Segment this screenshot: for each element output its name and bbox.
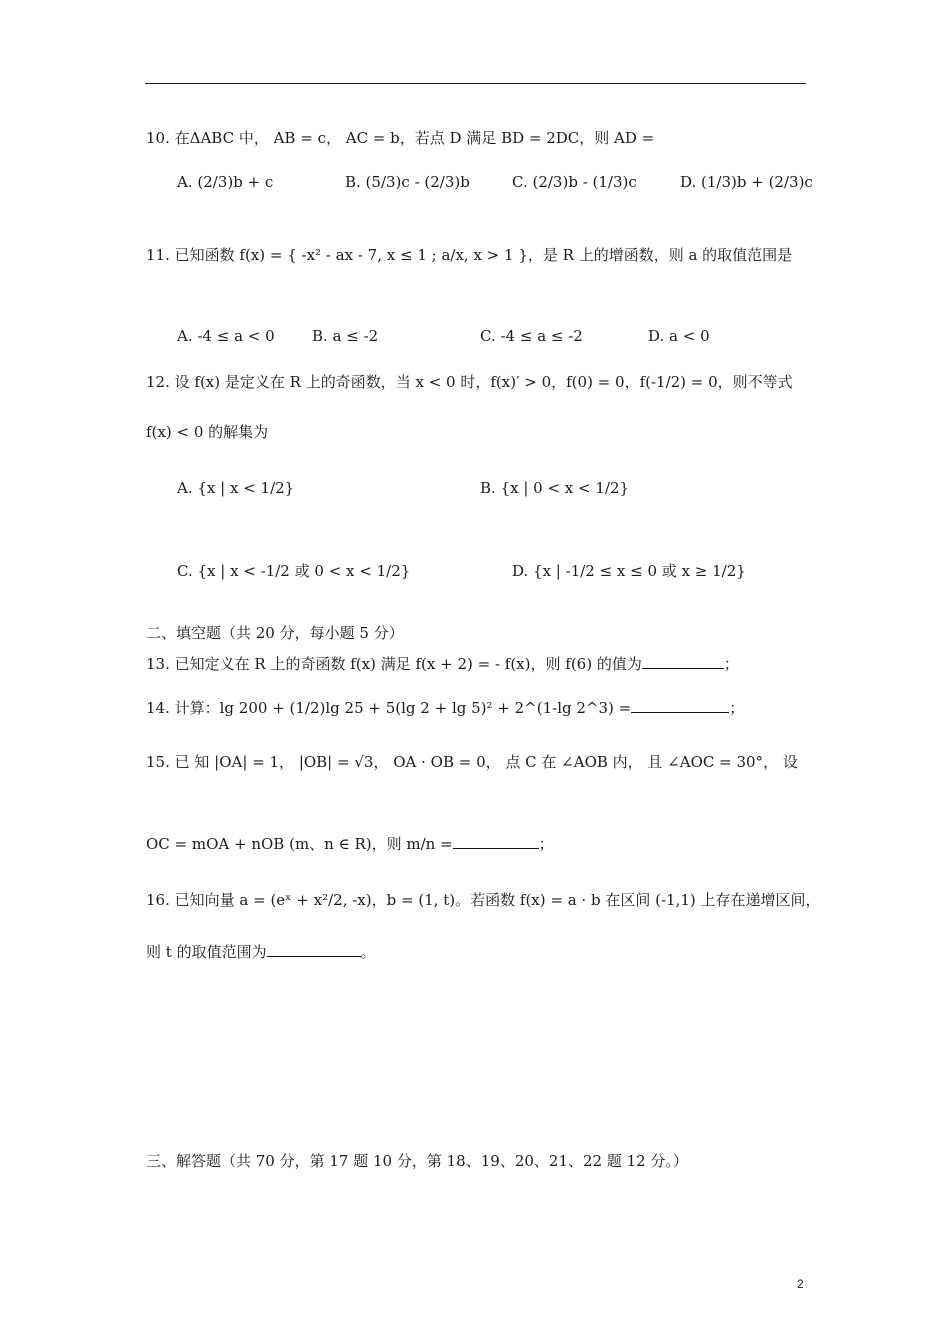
section-3-heading: 三、解答题（共 70 分，第 17 题 10 分，第 18、19、20、21、22 题 12 分。）	[146, 1152, 688, 1170]
question-10-option-c: C. (2/3)b - (1/3)c	[512, 173, 637, 191]
page-number: 2	[797, 1277, 804, 1291]
answer-blank	[631, 698, 729, 713]
question-15-text: OC = mOA + nOB (m、n ∈ R)，则 m/n =	[146, 835, 453, 853]
question-10-stem: 10. 在ΔABC 中， AB = c， AC = b，若点 D 满足 BD = 2DC，则 AD =	[146, 129, 655, 147]
question-11-option-b: B. a ≤ -2	[312, 327, 379, 345]
semicolon: ；	[723, 655, 739, 673]
question-12-option-c: C. {x | x < -1/2 或 0 < x < 1/2}	[177, 562, 411, 580]
question-13	[146, 654, 739, 674]
question-12-stem: 12. 设 f(x) 是定义在 R 上的奇函数，当 x < 0 时，f(x)′ > 0，f(0) = 0，f(-1/2) = 0，则不等式	[146, 373, 793, 391]
question-13-text: 13. 已知定义在 R 上的奇函数 f(x) 满足 f(x + 2) = - f(x)，则 f(6) 的值为	[146, 655, 642, 673]
section-2-heading: 二、填空题（共 20 分，每小题 5 分）	[146, 624, 404, 642]
question-11-option-a: A. -4 ≤ a < 0	[177, 327, 275, 345]
question-12-option-b: B. {x | 0 < x < 1/2}	[480, 479, 630, 497]
question-16-stem: 16. 已知向量 a = (eˣ + x²/2, -x)，b = (1, t)。若函数 f(x) = a · b 在区间 (-1,1) 上存在递增区间，	[146, 891, 821, 909]
question-12-option-d: D. {x | -1/2 ≤ x ≤ 0 或 x ≥ 1/2}	[512, 562, 746, 580]
header-rule	[145, 83, 806, 84]
question-11-stem: 11. 已知函数 f(x) = { -x² - ax - 7, x ≤ 1 ; a/x, x > 1 }，是 R 上的增函数，则 a 的取值范围是	[146, 246, 793, 264]
question-12-option-a: A. {x | x < 1/2}	[177, 479, 295, 497]
question-16-text: 则 t 的取值范围为	[146, 943, 267, 961]
period: 。	[360, 943, 376, 961]
question-14	[146, 698, 744, 718]
question-10-option-b: B. (5/3)c - (2/3)b	[345, 173, 470, 191]
question-16-stem-continued	[146, 942, 376, 962]
question-12-stem-continued: f(x) < 0 的解集为	[146, 423, 269, 441]
question-15-stem-continued	[146, 834, 554, 854]
question-11-option-c: C. -4 ≤ a ≤ -2	[480, 327, 583, 345]
semicolon: ；	[729, 699, 745, 717]
answer-blank	[267, 942, 361, 957]
answer-blank	[453, 834, 539, 849]
question-15-stem: 15. 已 知 |OA| = 1， |OB| = √3， OA · OB = 0， 点 C 在 ∠AOB 内， 且 ∠AOC = 30°， 设	[146, 753, 798, 771]
question-14-text: 14. 计算：lg 200 + (1/2)lg 25 + 5(lg 2 + lg 5)² + 2^(1-lg 2^3) =	[146, 699, 632, 717]
question-10-option-d: D. (1/3)b + (2/3)c	[680, 173, 813, 191]
semicolon: ；	[538, 835, 554, 853]
answer-blank	[642, 654, 724, 669]
question-10-option-a: A. (2/3)b + c	[177, 173, 274, 191]
question-11-option-d: D. a < 0	[648, 327, 710, 345]
